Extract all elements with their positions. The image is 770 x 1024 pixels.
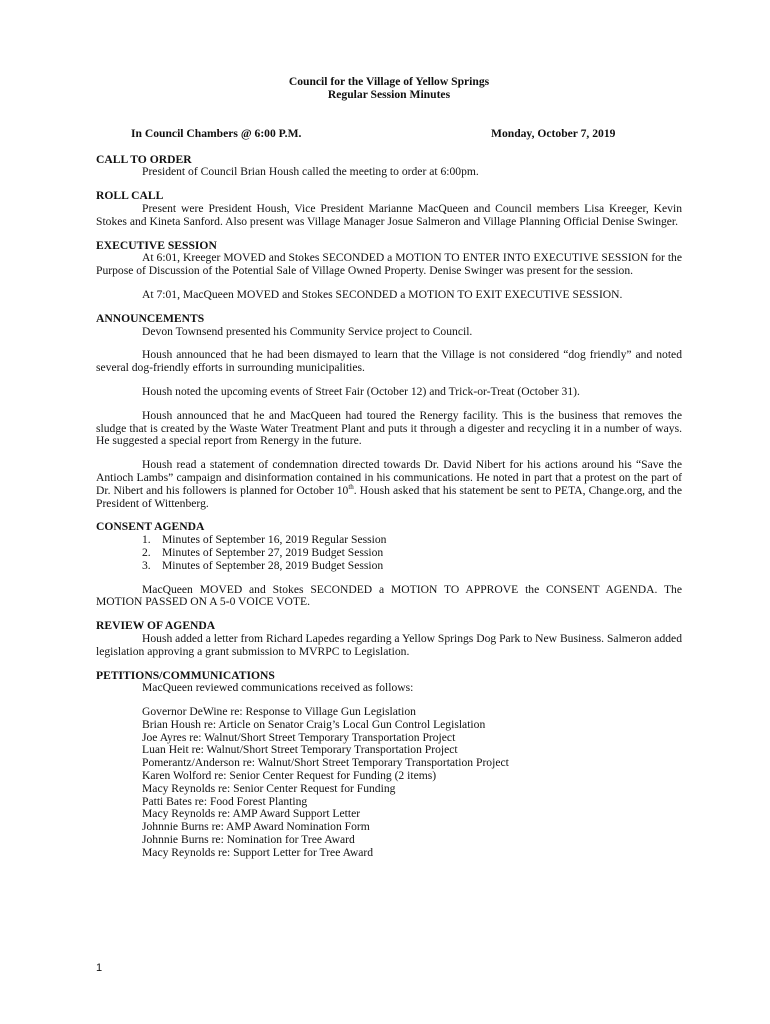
document-title: Council for the Village of Yellow Springs — [288, 75, 490, 88]
list-item: Macy Reynolds re: AMP Award Support Letter — [142, 807, 361, 821]
executive-session-exit: At 7:01, MacQueen MOVED and Stokes SECONDED a MOTION TO EXIT EXECUTIVE SESSION. — [142, 287, 623, 301]
list-number: 2. — [142, 545, 151, 559]
section-heading-consent-agenda: CONSENT AGENDA — [96, 520, 205, 534]
meeting-location: In Council Chambers @ 6:00 P.M. — [131, 126, 302, 140]
page-number: 1 — [96, 962, 103, 974]
section-heading-call-to-order: CALL TO ORDER — [96, 152, 192, 166]
list-item: Karen Wolford re: Senior Center Request for Funding (2 items) — [142, 769, 437, 783]
call-to-order-text: President of Council Brian Housh called the meeting to order at 6:00pm. — [142, 165, 479, 179]
announcement-dog-friendly: Housh announced that he had been dismayed to learn that the Village is not considered “dog friendly” and noted several dog-friendly efforts in surrounding municipalities. — [96, 348, 682, 375]
list-item: Macy Reynolds re: Support Letter for Tree Award — [142, 845, 374, 859]
section-heading-executive-session: EXECUTIVE SESSION — [96, 238, 217, 252]
meeting-date: Monday, October 7, 2019 — [491, 126, 616, 140]
list-item-text: Minutes of September 27, 2019 Budget Session — [162, 545, 384, 559]
list-item: Brian Housh re: Article on Senator Craig’s Local Gun Control Legislation — [142, 717, 486, 731]
minutes-body — [96, 76, 682, 860]
section-heading-announcements: ANNOUNCEMENTS — [96, 311, 205, 325]
list-number: 3. — [142, 558, 151, 572]
list-number: 1. — [142, 533, 151, 547]
list-item: Pomerantz/Anderson re: Walnut/Short Street Temporary Transportation Project — [142, 756, 509, 770]
communications-list — [96, 706, 682, 860]
roll-call-text: Present were President Housh, Vice President Marianne MacQueen and Council members Lisa Kreeger, Kevin Stokes and Kineta Sanford. Also present was Village Manager Josue Salmeron and Village Planning Official Denise Swinger. — [96, 201, 682, 228]
list-item: Johnnie Burns re: Nomination for Tree Award — [142, 833, 355, 847]
announcement-renergy: Housh announced that he and MacQueen had toured the Renergy facility. This is the business that removes the sludge that is created by the Waste Water Treatment Plant and puts it through a digester and recycling it in a number of ways. He suggested a special report from Renergy in the future. — [96, 408, 682, 448]
list-item: Luan Heit re: Walnut/Short Street Temporary Transportation Project — [142, 743, 458, 757]
list-item — [142, 560, 682, 573]
section-heading-review-of-agenda: REVIEW OF AGENDA — [96, 619, 216, 633]
executive-session-enter: At 6:01, Kreeger MOVED and Stokes SECONDED a MOTION TO ENTER INTO EXECUTIVE SESSION for the Purpose of Discussion of the Potential Sale of Village Owned Property. Denise Swinger was present for the session. — [96, 251, 682, 278]
consent-agenda-list — [96, 534, 682, 572]
list-item-text: Minutes of September 16, 2019 Regular Session — [162, 533, 387, 547]
list-item: Johnnie Burns re: AMP Award Nomination Form — [142, 820, 370, 834]
announcement-community-service: Devon Townsend presented his Community Service project to Council. — [142, 324, 473, 338]
condemnation-text-part2: . Housh asked that his statement be sent to PETA, Change.org, and the President of Wittenberg. — [96, 483, 682, 510]
list-item-text: Minutes of September 28, 2019 Budget Session — [162, 558, 384, 572]
section-heading-petitions: PETITIONS/COMMUNICATIONS — [96, 668, 275, 682]
consent-agenda-motion: MacQueen MOVED and Stokes SECONDED a MOTION TO APPROVE the CONSENT AGENDA. The MOTION PASSED ON A 5-0 VOICE VOTE. — [96, 582, 682, 609]
ordinal-suffix: th — [348, 482, 354, 491]
announcement-condemnation — [96, 459, 682, 510]
list-item: Patti Bates re: Food Forest Planting — [142, 794, 308, 808]
review-of-agenda-text: Housh added a letter from Richard Lapedes regarding a Yellow Springs Dog Park to New Business. Salmeron added legislation approving a grant submission to MVRPC to Legislation. — [96, 631, 682, 658]
list-item: Joe Ayres re: Walnut/Short Street Temporary Transportation Project — [142, 730, 456, 744]
announcement-upcoming-events: Housh noted the upcoming events of Street Fair (October 12) and Trick-or-Treat (October 31). — [142, 384, 580, 398]
meeting-header — [96, 128, 682, 141]
document-subtitle: Regular Session Minutes — [327, 87, 451, 101]
list-item: Governor DeWine re: Response to Village Gun Legislation — [142, 705, 416, 719]
list-item: Macy Reynolds re: Senior Center Request for Funding — [142, 781, 396, 795]
petitions-intro: MacQueen reviewed communications received as follows: — [142, 681, 414, 695]
section-heading-roll-call: ROLL CALL — [96, 189, 164, 203]
condemnation-text-part1: Housh read a statement of condemnation directed towards Dr. David Nibert for his actions around his “Save the Antioch Lambs” campaign and disinformation contained in his communications. He noted in part that a protest on the part of Dr. Nibert and his followers is planned for October 10 — [96, 458, 682, 497]
